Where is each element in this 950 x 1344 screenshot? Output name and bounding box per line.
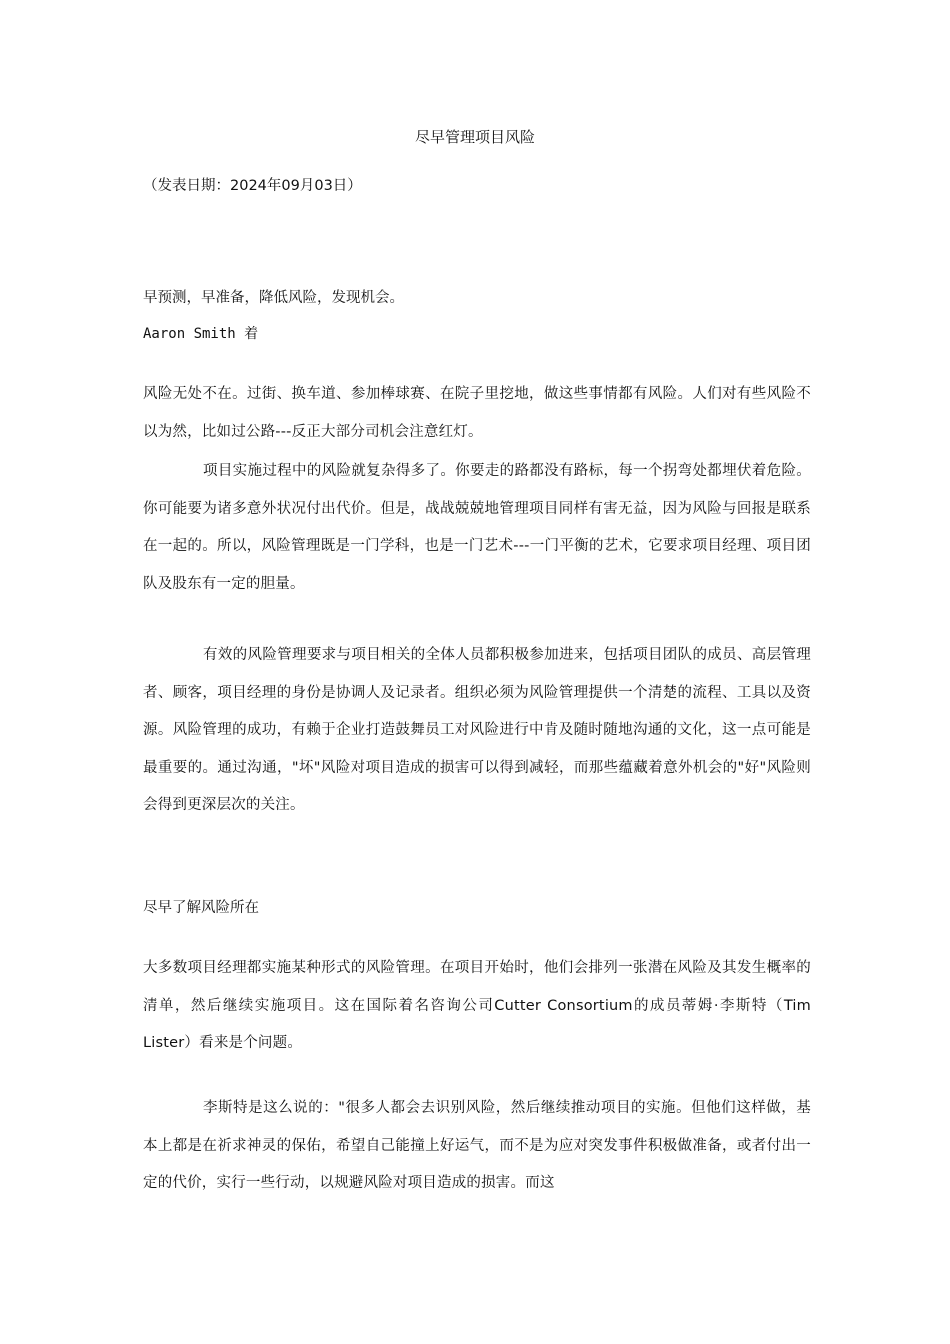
publish-date: （发表日期：2024年09月03日） (143, 178, 362, 194)
paragraph-3: 有效的风险管理要求与项目相关的全体人员都积极参加进来，包括项目团队的成员、高层管理者、顾客，项目经理的身份是协调人及记录者。组织必须为风险管理提供一个清楚的流程、工具以及资源。风险管理的成功，有赖于企业打造鼓舞员工对风险进行中肯及随时随地沟通的文化，这一点可能是最重要的。通过沟通，"坏"风险对项目造成的损害可以得到减轻，而那些蕴藏着意外机会的"好"风险则会得到更深层次的关注。 (143, 647, 811, 813)
section-paragraph-2: 李斯特是这么说的："很多人都会去识别风险，然后继续推动项目的实施。但他们这样做，基本上都是在祈求神灵的保佑，希望自己能撞上好运气，而不是为应对突发事件积极做准备，或者付出一定的代价，实行一些行动，以规避风险对项目造成的损害。而这 (143, 1100, 811, 1191)
paragraph-2: 项目实施过程中的风险就复杂得多了。你要走的路都没有路标，每一个拐弯处都埋伏着危险。你可能要为诸多意外状况付出代价。但是，战战兢兢地管理项目同样有害无益，因为风险与回报是联系在一起的。所以，风险管理既是一门学科，也是一门艺术---一门平衡的艺术，它要求项目经理、项目团队及股东有一定的胆量。 (143, 463, 811, 592)
section-heading: 尽早了解风险所在 (143, 900, 259, 916)
author-line: Aaron Smith 着 (143, 326, 259, 342)
paragraph-1: 风险无处不在。过街、换车道、参加棒球赛、在院子里挖地，做这些事情都有风险。人们对有些风险不以为然，比如过公路---反正大部分司机会注意红灯。 (143, 386, 811, 440)
subtitle: 早预测，早准备，降低风险，发现机会。 (143, 290, 404, 306)
section-paragraph-1: 大多数项目经理都实施某种形式的风险管理。在项目开始时，他们会排列一张潜在风险及其发生概率的清单，然后继续实施项目。这在国际着名咨询公司Cutter Consortium的成员蒂姆·李斯特（Tim Lister）看来是个问题。 (143, 960, 811, 1051)
document-title: 尽早管理项目风险 (414, 128, 535, 146)
